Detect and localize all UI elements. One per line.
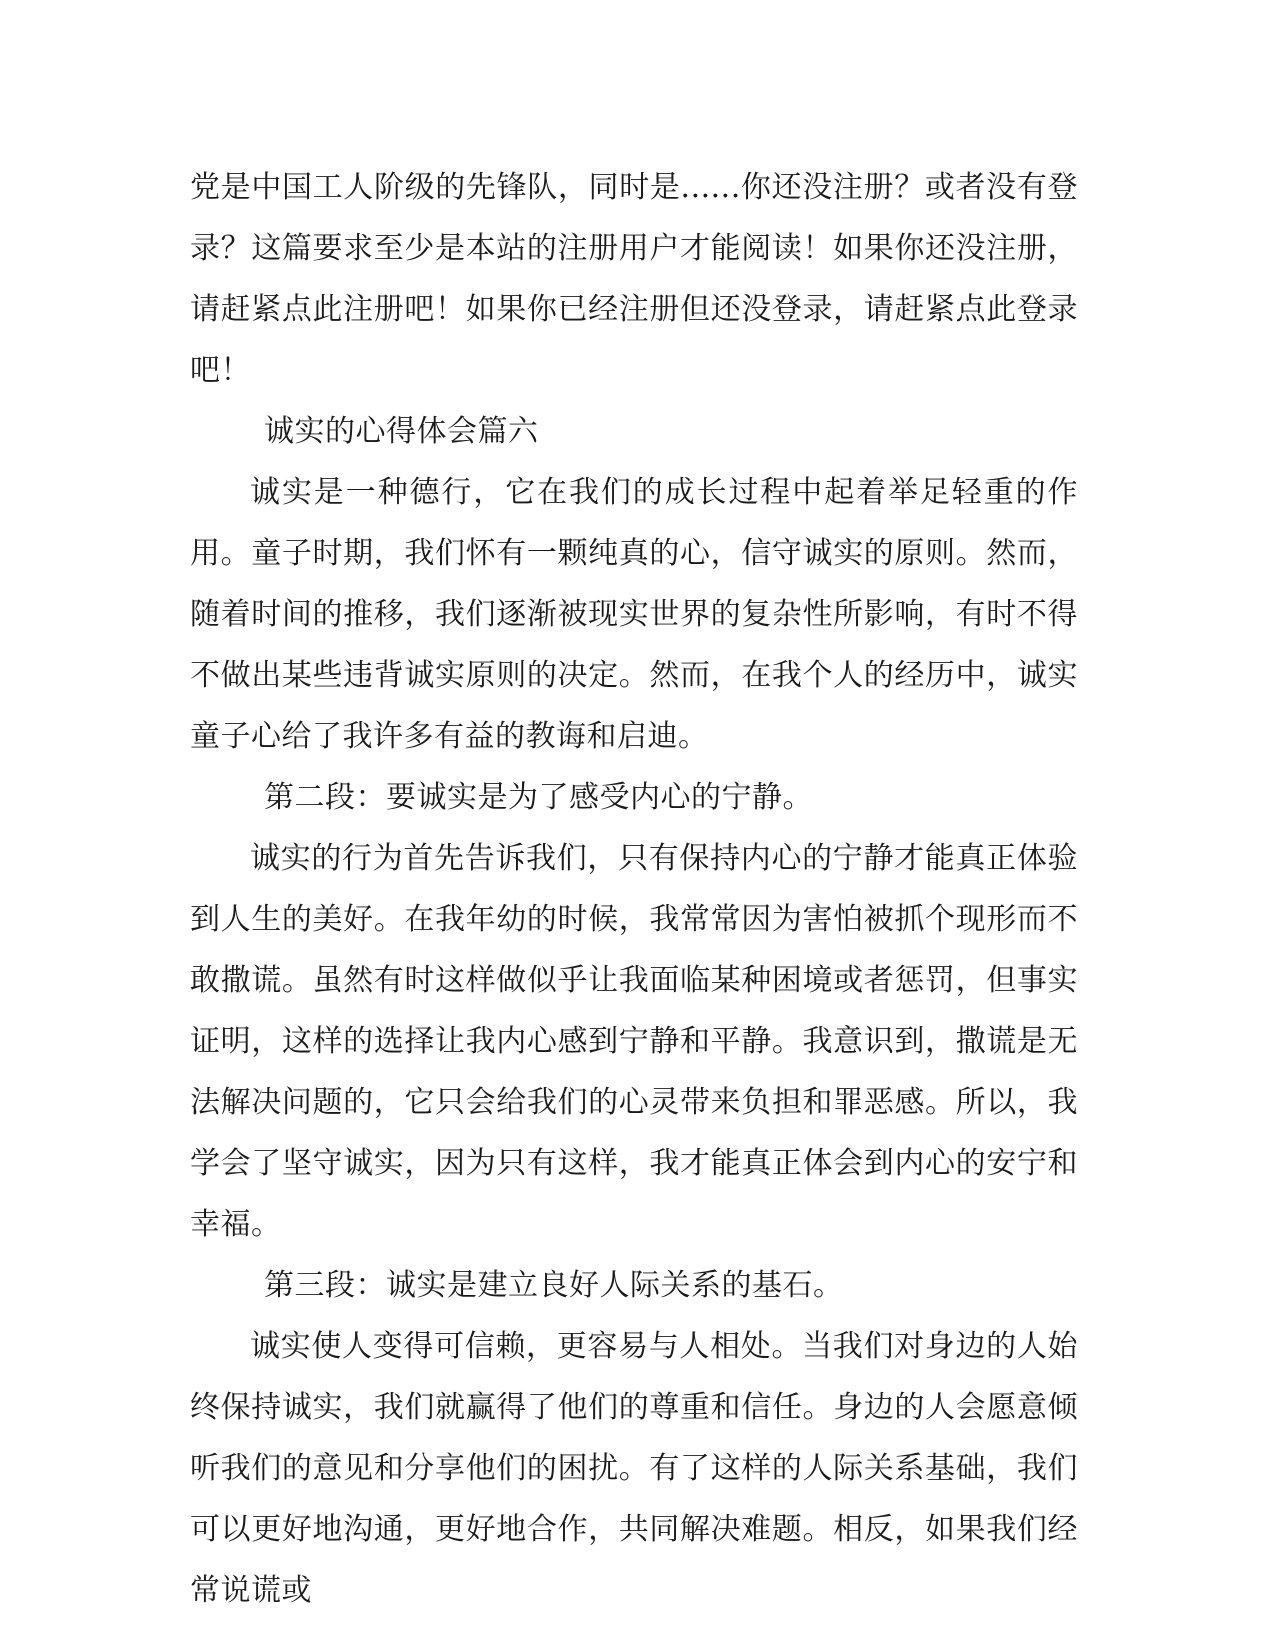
section-heading-2: 第二段：要诚实是为了感受内心的宁静。 xyxy=(264,780,813,815)
paragraph-relationships: 诚实使人变得可信赖，更容易与人相处。当我们对身边的人始终保持诚实，我们就赢得了他们的尊重和信任。身边的人会愿意倾听我们的意见和分享他们的困扰。有了这样的人际关系基础，我们可以更好地沟通，更好地合作，共同解决难题。相反，如果我们经常说谎或 xyxy=(190,1329,1078,1608)
document-body xyxy=(190,157,1078,1621)
section-title: 诚实的心得体会篇六 xyxy=(264,414,539,449)
section-heading-3: 第三段：诚实是建立良好人际关系的基石。 xyxy=(264,1268,844,1303)
paragraph-continuation: 党是中国工人阶级的先锋队，同时是......你还没注册？或者没有登录？这篇要求至少是本站的注册用户才能阅读！如果你还没注册，请赶紧点此注册吧！如果你已经注册但还没登录，请赶紧点此登录吧！ xyxy=(190,170,1078,388)
paragraph-intro: 诚实是一种德行，它在我们的成长过程中起着举足轻重的作用。童子时期，我们怀有一颗纯真的心，信守诚实的原则。然而，随着时间的推移，我们逐渐被现实世界的复杂性所影响，有时不得不做出某些违背诚实原则的决定。然而，在我个人的经历中，诚实童子心给了我许多有益的教诲和启迪。 xyxy=(190,475,1078,754)
paragraph-inner-peace: 诚实的行为首先告诉我们，只有保持内心的宁静才能真正体验到人生的美好。在我年幼的时候，我常常因为害怕被抓个现形而不敢撒谎。虽然有时这样做似乎让我面临某种困境或者惩罚，但事实证明，这样的选择让我内心感到宁静和平静。我意识到，撒谎是无法解决问题的，它只会给我们的心灵带来负担和罪恶感。所以，我学会了坚守诚实，因为只有这样，我才能真正体会到内心的安宁和幸福。 xyxy=(190,841,1078,1242)
